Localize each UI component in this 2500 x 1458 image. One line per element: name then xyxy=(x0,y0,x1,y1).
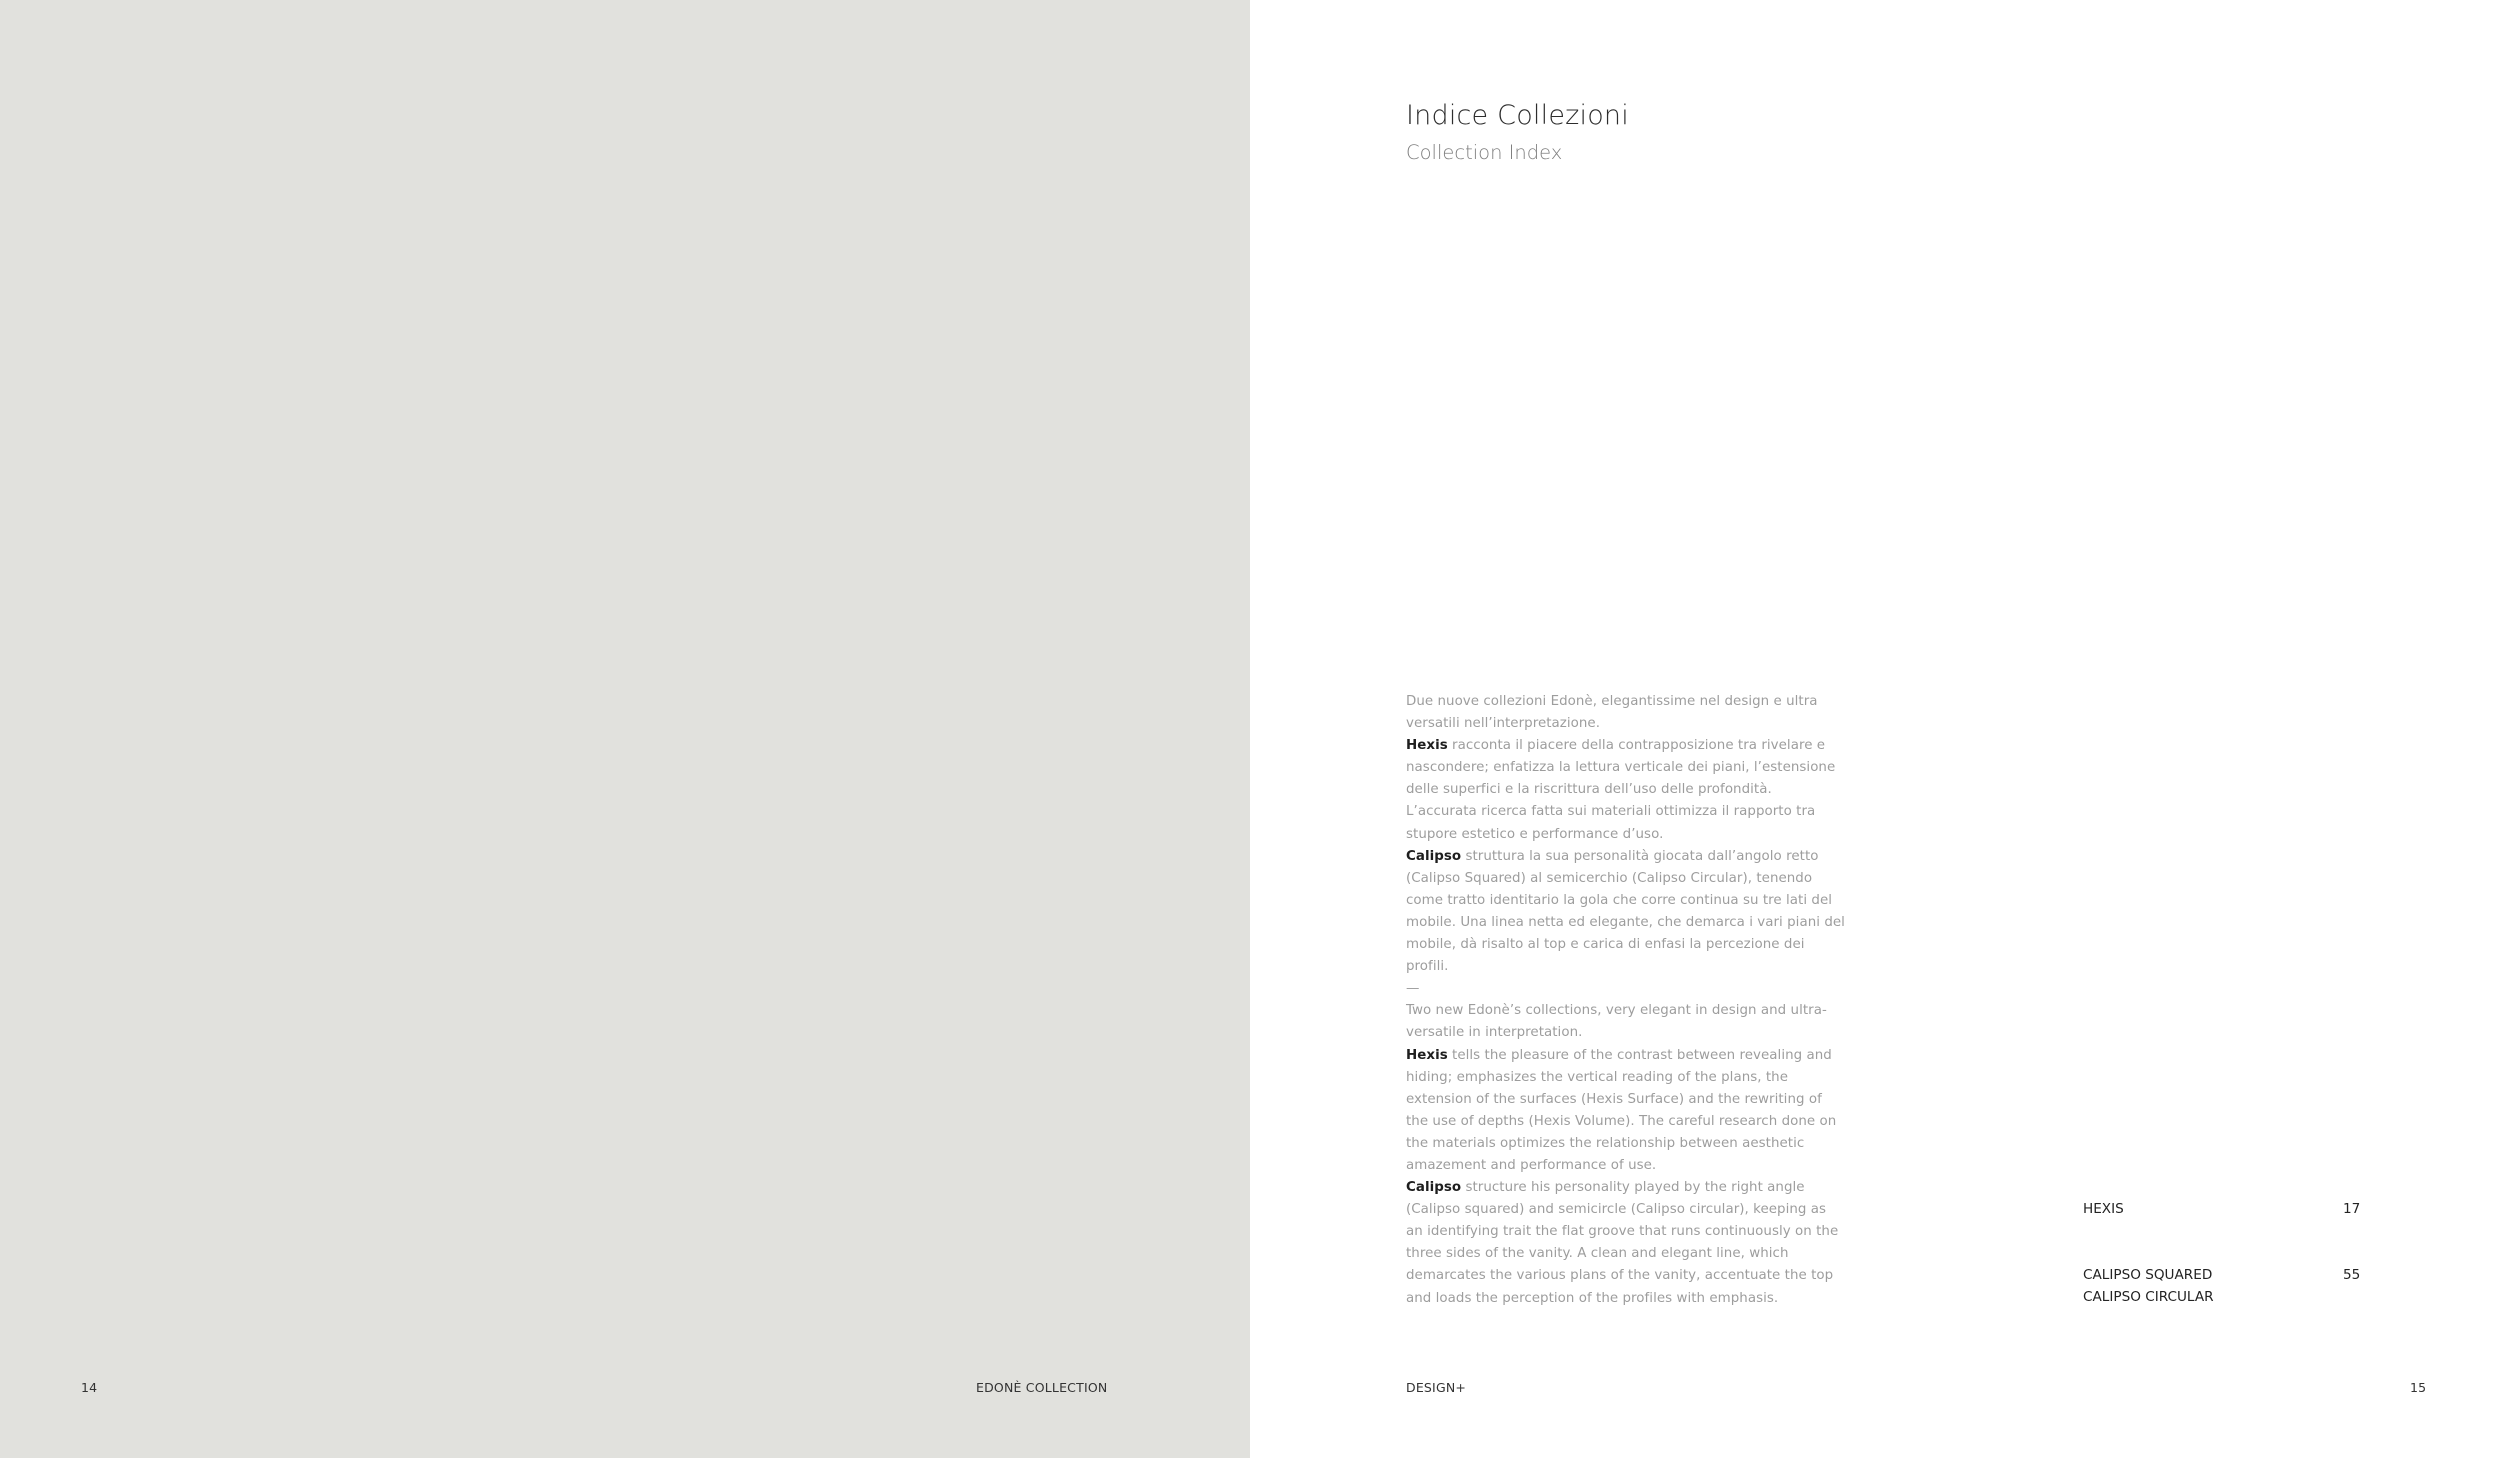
left-running-title: EDONÈ COLLECTION xyxy=(976,1380,1108,1395)
index-entry-name: HEXIS xyxy=(2083,1201,2124,1217)
calipso-description-en: structure his personality played by the right angle (Calipso squared) and semicircle (Calipso circular), keeping as an identifying trait the flat groove that runs continuously on the three sides of the vanity. A clean and elegant line, which demarcates the various plans of the vanity, accentuate the top and loads the perception of the profiles with emphasis. xyxy=(1406,1180,1839,1306)
page-title: Indice Collezioni xyxy=(1406,100,1629,131)
index-entry-calipso[interactable] xyxy=(2083,1264,2383,1308)
language-separator: — xyxy=(1406,981,1420,997)
intro-it-lead: Due nuove collezioni Edonè, elegantissime nel design e ultra versatili nell’interpretazione. xyxy=(1406,694,1818,732)
intro-en-calipso xyxy=(1406,1177,1846,1310)
index-entry-name-secondary: CALIPSO CIRCULAR xyxy=(2083,1289,2214,1305)
intro-it-hexis xyxy=(1406,735,1846,845)
right-page-number: 15 xyxy=(2410,1380,2427,1395)
intro-en-hexis xyxy=(1406,1045,1846,1178)
index-entry-hexis[interactable] xyxy=(2083,1198,2383,1220)
intro-en-lead: Two new Edonè’s collections, very elegant in design and ultra-versatile in interpretation. xyxy=(1406,1003,1827,1041)
calipso-name-it: Calipso xyxy=(1406,848,1462,864)
calipso-name-en: Calipso xyxy=(1406,1180,1462,1196)
index-entry-names xyxy=(2083,1198,2293,1220)
calipso-description-it: struttura la sua personalità giocata dall’angolo retto (Calipso Squared) al semicerchio (Calipso Circular), tenendo come tratto identitario la gola che corre continua su tre lati del mobile. Una linea netta ed elegante, che demarca i vari piani del mobile, dà risalto al top e carica di enfasi la percezione dei profili. xyxy=(1406,848,1845,975)
left-page-number: 14 xyxy=(81,1380,98,1395)
intro-text xyxy=(1406,691,1846,1310)
index-entry-page-number: 55 xyxy=(2343,1267,2361,1283)
index-entry-names xyxy=(2083,1264,2293,1308)
index-entry-page-number: 17 xyxy=(2343,1201,2361,1217)
hexis-description-en: tells the pleasure of the contrast between revealing and hiding; emphasizes the vertical reading of the plans, the extension of the surfaces (Hexis Surface) and the rewriting of the use of depths (Hexis Volume). The careful research done on the materials optimizes the relationship between aesthetic amazement and performance of use. xyxy=(1406,1047,1837,1173)
intro-it-calipso xyxy=(1406,846,1846,979)
hexis-name-it: Hexis xyxy=(1406,738,1448,754)
hexis-name-en: Hexis xyxy=(1406,1047,1448,1063)
page-subtitle: Collection Index xyxy=(1406,141,1563,164)
hexis-description-it: racconta il piacere della contrapposizione tra rivelare e nascondere; enfatizza la lettura verticale dei piani, l’estensione delle superfici e la riscrittura dell’uso delle profondità. L’accurata ricerca fatta sui materiali ottimizza il rapporto tra stupore estetico e performance d’uso. xyxy=(1406,738,1836,842)
right-running-title: DESIGN+ xyxy=(1406,1380,1467,1395)
collection-index-list xyxy=(2083,1198,2383,1308)
index-entry-name: CALIPSO SQUARED xyxy=(2083,1267,2213,1283)
